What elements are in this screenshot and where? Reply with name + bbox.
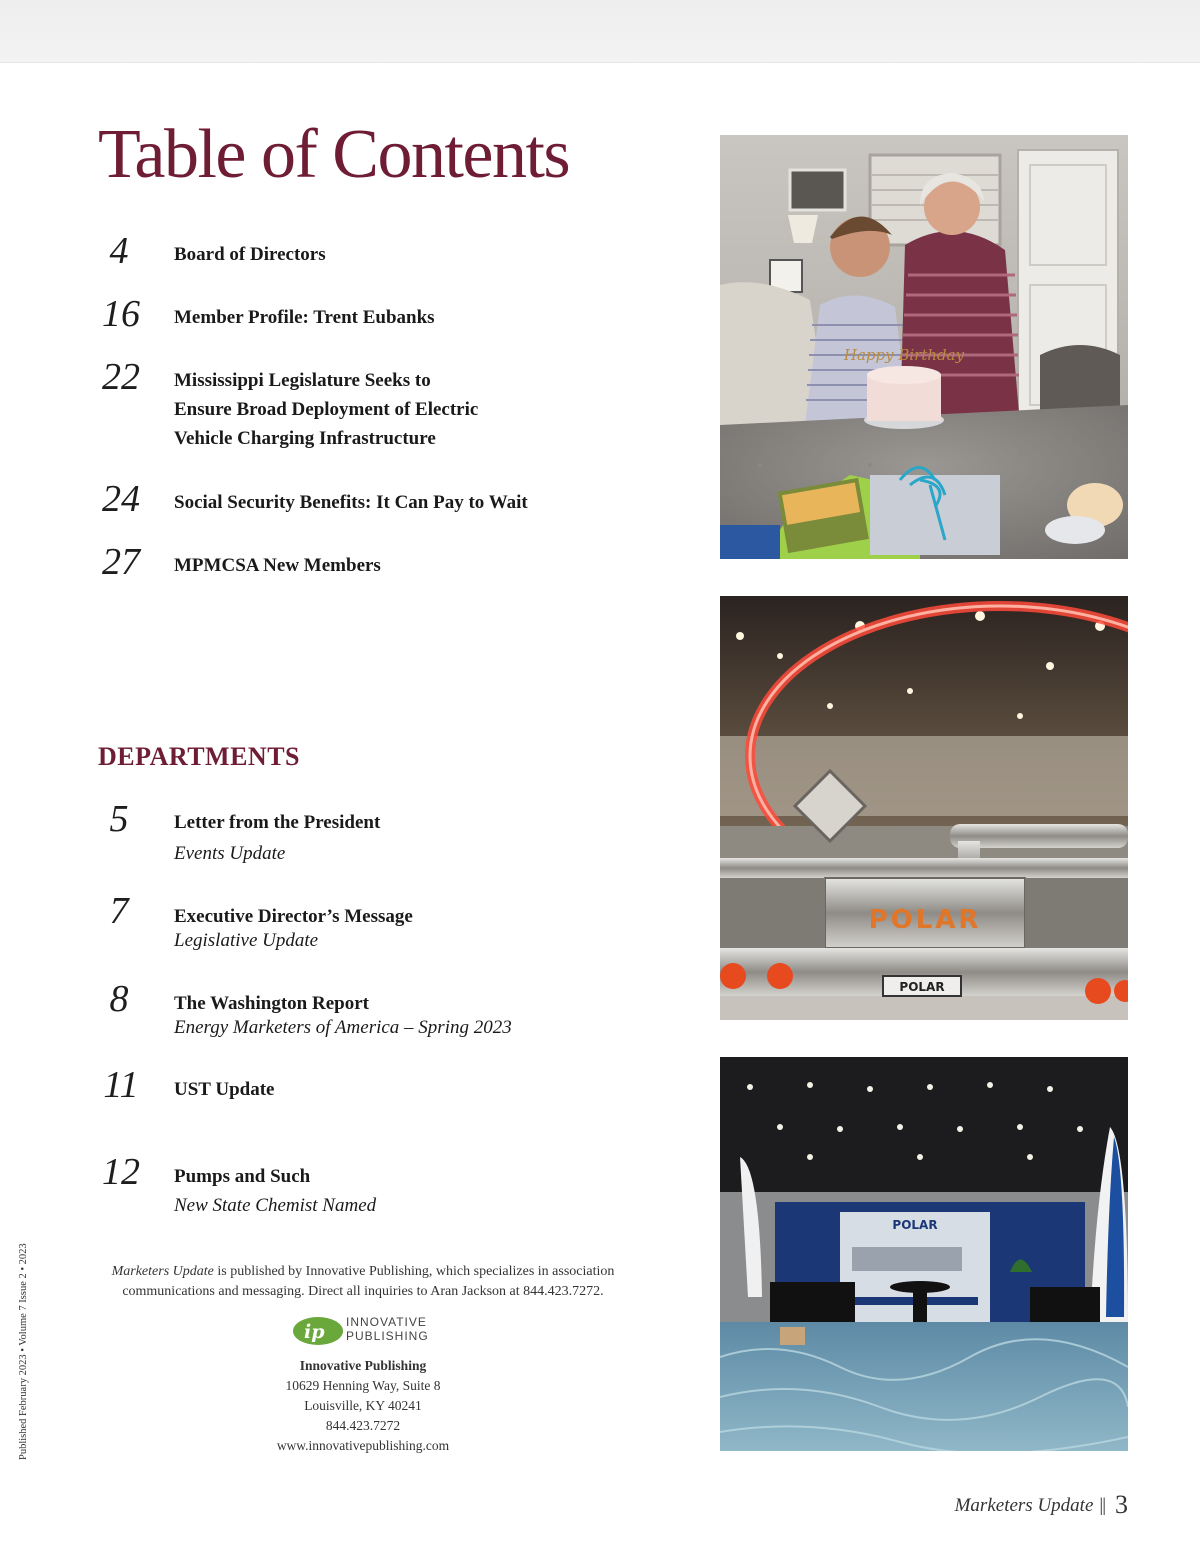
department-name: The Washington Report [174,993,369,1014]
publisher-address [200,1356,526,1456]
svg-text:Happy Birthday: Happy Birthday [843,346,965,364]
departments-heading: DEPARTMENTS [98,742,301,771]
article-title: Board of Directors [174,244,326,265]
department-title [174,902,594,953]
department-title [174,808,594,866]
page-number: 24 [102,478,140,520]
article-title [174,366,594,453]
footer-magazine: Marketers Update [954,1495,1094,1516]
article-title: Social Security Benefits: It Can Pay to Wait [174,492,528,513]
department-name: Executive Director’s Message [174,906,413,927]
svg-text:ip: ip [304,1321,325,1343]
publisher-credit [100,1262,626,1302]
page-number: 12 [102,1151,140,1193]
magazine-name: Marketers Update [111,1264,214,1279]
department-name: Letter from the President [174,812,381,833]
tanker-truck-photo [720,596,1128,1020]
trade-show-booth-photo [720,1057,1128,1451]
page-number: 22 [102,356,140,398]
department-subtitle: Events Update [174,843,286,864]
page-number: 5 [109,798,129,840]
page-number-footer: 3 [1115,1490,1128,1519]
publisher-website[interactable]: www.innovativepublishing.com [276,1438,450,1453]
credit-text: communications and messaging. Direct all inquiries to Aran Jackson at 844.423.7272. [122,1284,604,1299]
department-name: Pumps and Such [174,1166,311,1187]
page-number: 27 [102,541,140,583]
article-title-line: Mississippi Legislature Seeks to [174,370,431,391]
department-subtitle: New State Chemist Named [174,1195,377,1216]
page-number: 11 [103,1064,139,1106]
innovative-publishing-logo [290,1314,450,1348]
footer-divider: || [1099,1495,1105,1516]
article-title-line: Vehicle Charging Infrastructure [174,428,436,449]
page-title: Table of Contents [98,116,570,193]
page-number: 16 [102,293,140,335]
department-name: UST Update [174,1079,275,1100]
birthday-photo [720,135,1128,559]
address-city: Louisville, KY 40241 [304,1398,422,1413]
logo-line-1: INNOVATIVE [346,1315,427,1329]
svg-text:POLAR: POLAR [899,980,945,994]
ip-logo-icon [292,1316,344,1346]
article-title: Member Profile: Trent Eubanks [174,307,435,328]
logo-line-2: PUBLISHING [346,1329,429,1343]
department-title [174,1162,594,1218]
department-title [174,989,654,1040]
department-subtitle: Legislative Update [174,930,319,951]
page-number: 4 [109,230,129,272]
department-subtitle: Energy Marketers of America – Spring 2023 [174,1017,512,1038]
article-title-line: Ensure Broad Deployment of Electric [174,399,479,420]
page-footer [955,1490,1128,1520]
publisher-name: Innovative Publishing [299,1358,427,1373]
top-bar [0,0,1200,63]
publication-note: Published February 2023 • Volume 7 Issue 2 • 2023 [18,1243,29,1460]
credit-text: is published by Innovative Publishing, which specializes in association [213,1264,615,1279]
department-title [174,1075,594,1104]
svg-text:POLAR: POLAR [868,905,982,935]
publisher-phone: 844.423.7272 [325,1418,401,1433]
page-number: 7 [109,890,129,932]
article-title: MPMCSA New Members [174,555,381,576]
svg-text:POLAR: POLAR [892,1218,938,1232]
page-number: 8 [109,978,129,1020]
address-street: 10629 Henning Way, Suite 8 [285,1378,441,1393]
